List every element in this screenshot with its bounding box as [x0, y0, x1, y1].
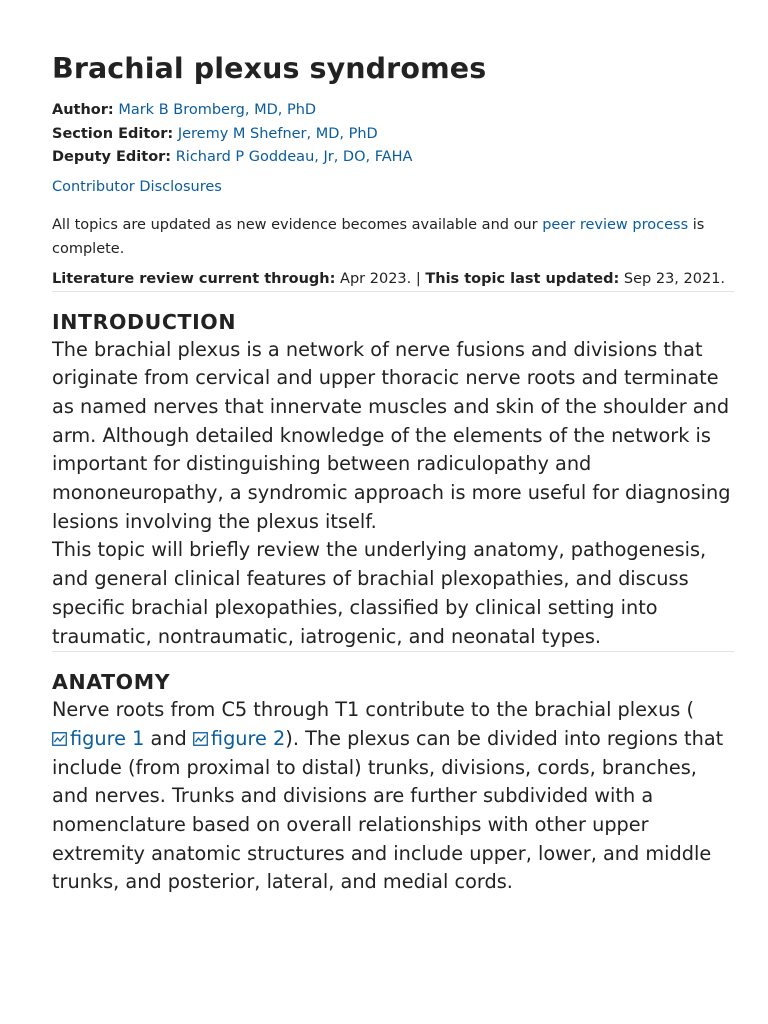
graph-image-icon — [193, 726, 208, 740]
deputy-editor-row — [52, 146, 734, 170]
anatomy-text-before: Nerve roots from C5 through T1 contribute to the brachial plexus ( — [52, 698, 695, 722]
section-editor-link[interactable]: Jeremy M Shefner, MD, PhD — [177, 125, 378, 142]
figure-1-label: figure 1 — [70, 726, 145, 750]
lit-review-label: Literature review current through: — [52, 270, 336, 287]
section-divider — [52, 291, 734, 292]
article-meta — [52, 99, 734, 170]
figure-2-link[interactable] — [193, 727, 285, 750]
deputy-editor-link[interactable]: Richard P Goddeau, Jr, DO, FAHA — [175, 149, 413, 165]
author-row — [52, 99, 734, 123]
author-label: Author: — [52, 102, 114, 118]
figure-2-label: figure 2 — [210, 726, 286, 750]
anatomy-paragraph-1 — [52, 696, 734, 897]
review-dates — [52, 267, 734, 291]
anatomy-text-after: ). The plexus can be divided into regions that include (from proximal to distal) trunks, divisions, cords, branches, and nerves. Trunks and divisions are further subdivided with a nomenclature based on overall relationships with other upper extremity anatomic structures and include upper, lower, and middle trunks, and posterior, lateral, and medial cords. — [52, 726, 724, 894]
deputy-editor-label: Deputy Editor: — [52, 149, 172, 165]
page-title: Brachial plexus syndromes — [52, 52, 487, 85]
lit-review-date: Apr 2023. — [335, 270, 412, 287]
section-editor-label: Section Editor: — [52, 125, 174, 142]
update-notice — [52, 213, 734, 261]
introduction-paragraph-1: The brachial plexus is a network of nerve fusions and divisions that originate from cervical and upper thoracic nerve roots and terminate as named nerves that innervate muscles and skin of the shoulder and arm. Although detailed knowledge of the elements of the network is important for distinguishing between radiculopathy and mononeuropathy, a syndromic approach is more useful for diagnosing lesions involving the plexus itself. — [52, 337, 731, 533]
notice-text-before: All topics are updated as new evidence becomes available and our — [52, 216, 543, 233]
last-updated-date: Sep 23, 2021. — [619, 270, 726, 287]
section-divider — [52, 651, 734, 652]
section-editor-row — [52, 123, 734, 147]
anatomy-text-and: and — [144, 726, 193, 750]
introduction-paragraph-2: This topic will briefly review the underlying anatomy, pathogenesis, and general clinical features of brachial plexopathies, and discuss specific brachial plexopathies, classified by clinical setting into traumatic, nontraumatic, iatrogenic, and neonatal types. — [52, 538, 707, 648]
anatomy-heading: ANATOMY — [52, 670, 171, 695]
last-updated-label: This topic last updated: — [425, 270, 620, 287]
introduction-heading: INTRODUCTION — [52, 309, 237, 334]
author-link[interactable]: Mark B Bromberg, MD, PhD — [118, 102, 317, 118]
graph-image-icon — [52, 726, 67, 740]
contributor-disclosures-link[interactable]: Contributor Disclosures — [52, 178, 222, 195]
notice-text-after: is complete. — [52, 216, 705, 257]
review-separator: | — [411, 270, 426, 287]
peer-review-link[interactable]: peer review process — [542, 216, 689, 233]
figure-1-link[interactable] — [52, 727, 144, 750]
